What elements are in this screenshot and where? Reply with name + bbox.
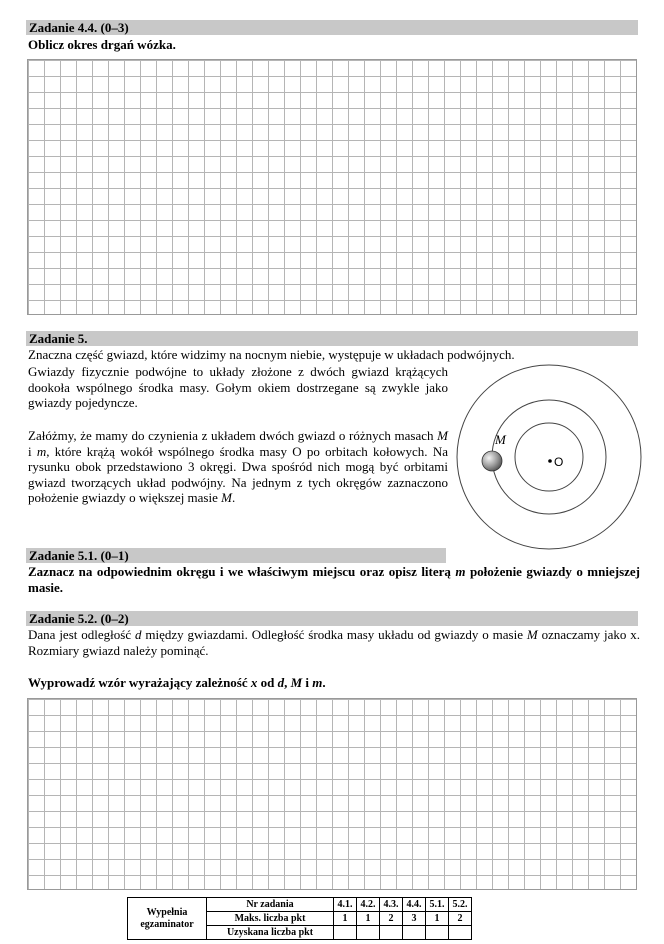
row-label-task-number: Nr zadania	[207, 898, 334, 912]
task-5-intro: Znaczna część gwiazd, które widzimy na nocnym niebie, występuje w układach podwójnych.	[28, 347, 515, 362]
max-points-cell: 1	[357, 912, 380, 926]
task-number-cell: 4.1.	[334, 898, 357, 912]
task-number-cell: 4.2.	[357, 898, 380, 912]
score-side-label: Wypełnia egzaminator	[128, 898, 207, 940]
star-M	[482, 451, 502, 471]
task-number-cell: 5.1.	[426, 898, 449, 912]
task-5-2-text: Dana jest odległość d między gwiazdami. Odległość środka masy układu od gwiazdy o masie M oznaczamy jako x. Rozmiary gwiazd należy pominąć.	[28, 627, 640, 658]
obtained-points-cell[interactable]	[334, 926, 357, 940]
obtained-points-cell[interactable]	[426, 926, 449, 940]
task-number-cell: 5.2.	[449, 898, 472, 912]
task-5-2-header: Zadanie 5.2. (0–2)	[26, 611, 638, 626]
max-points-cell: 1	[334, 912, 357, 926]
max-points-cell: 2	[449, 912, 472, 926]
score-table	[127, 897, 472, 940]
task-4-4-header: Zadanie 4.4. (0–3)	[26, 20, 638, 35]
middle-orbit[interactable]	[492, 400, 606, 514]
task-5-para-2: Załóżmy, że mamy do czynienia z układem dwóch gwiazd o różnych masach M i m, które krążą wokół wspólnego środka masy O po orbitach kołowych. Na rysunku obok przedstawiono 3 okręgi. Dwa spośród nich mogą być orbitami gwiazd tworzących układ podwójny. Na jednym z tych okręgów zaznaczono położenie gwiazdy o większej masie M.	[28, 428, 448, 505]
max-points-cell: 3	[403, 912, 426, 926]
answer-grid-5-2[interactable]	[27, 698, 637, 890]
row-label-obtained-points: Uzyskana liczba pkt	[207, 926, 334, 940]
task-5-header: Zadanie 5.	[26, 331, 638, 346]
inner-orbit[interactable]	[515, 423, 583, 491]
task-number-cell: 4.4.	[403, 898, 426, 912]
task-5-2-instruction: Wyprowadź wzór wyrażający zależność x od d, M i m.	[28, 675, 326, 690]
max-points-cell: 1	[426, 912, 449, 926]
center-of-mass-dot	[548, 459, 552, 463]
task-5-para-1: Gwiazdy fizycznie podwójne to układy złożone z dwóch gwiazd krążących dookoła wspólnego środka masy. Gołym okiem dostrzegane są zwykle jako gwiazdy pojedyncze.	[28, 364, 448, 410]
row-label-max-points: Maks. liczba pkt	[207, 912, 334, 926]
star-M-label: M	[495, 432, 506, 447]
task-number-cell: 4.3.	[380, 898, 403, 912]
answer-grid-4-4[interactable]	[27, 59, 637, 315]
task-5-1-header: Zadanie 5.1. (0–1)	[26, 548, 446, 563]
obtained-points-cell[interactable]	[449, 926, 472, 940]
obtained-points-cell[interactable]	[357, 926, 380, 940]
obtained-points-cell[interactable]	[380, 926, 403, 940]
task-4-4-instruction: Oblicz okres drgań wózka.	[28, 37, 176, 52]
orbits-figure	[454, 362, 644, 552]
center-of-mass-label: O	[554, 455, 564, 469]
obtained-points-cell[interactable]	[403, 926, 426, 940]
max-points-cell: 2	[380, 912, 403, 926]
task-5-1-instruction: Zaznacz na odpowiednim okręgu i we właściwym miejscu oraz opisz literą m położenie gwiazdy o mniejszej masie.	[28, 564, 640, 595]
